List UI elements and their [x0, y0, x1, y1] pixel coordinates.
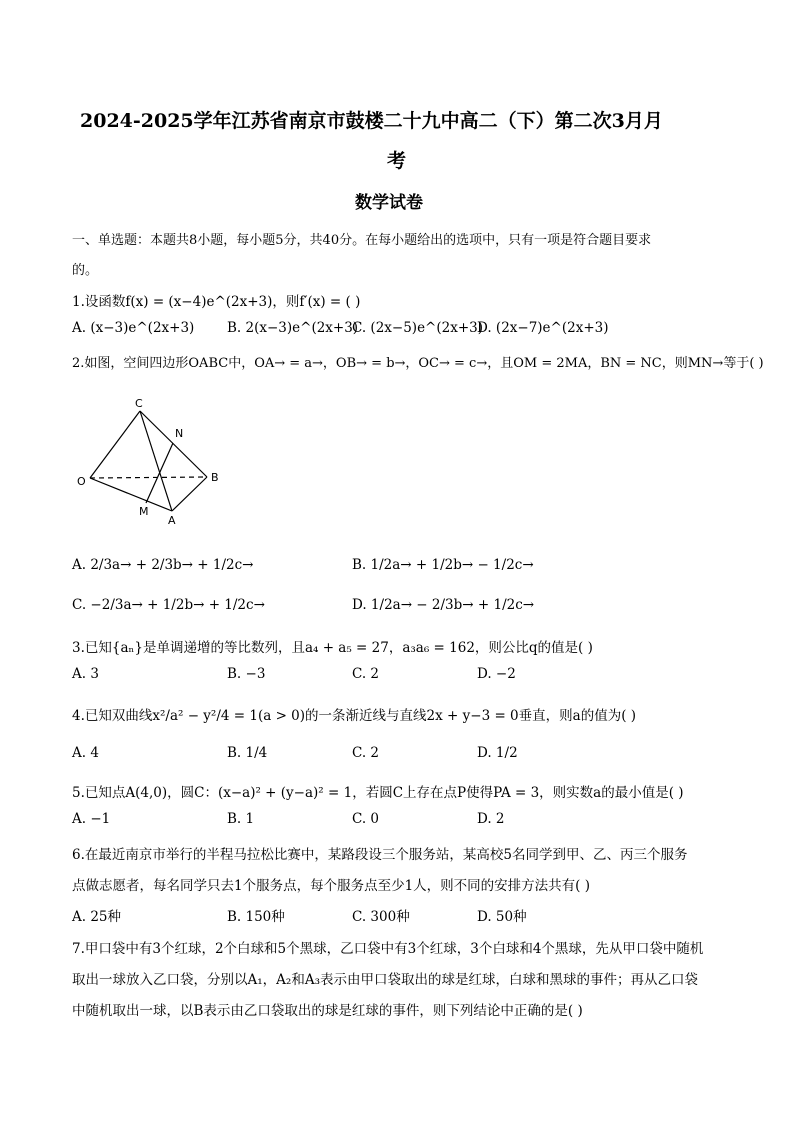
q4-option-a: A. 4	[72, 745, 99, 761]
q3-option-c: C. 2	[352, 666, 380, 682]
page-title-line2: 考	[387, 150, 407, 172]
q1-option-d: D. (2x−7)e^(2x+3)	[477, 320, 609, 336]
q6-stem-line1: 6.在最近南京市举行的半程马拉松比赛中，某路段设三个服务站，某高校5名同学到甲、乙、丙三个服务	[72, 847, 688, 863]
label-c: C	[135, 397, 143, 410]
label-n: N	[175, 427, 184, 440]
q1-option-b: B. 2(x−3)e^(2x+3)	[227, 320, 359, 336]
q7-stem-line3: 中随机取出一球，以B表示由乙口袋取出的球是红球的事件，则下列结论中正确的是( )	[72, 1003, 583, 1019]
q4-stem: 4.已知双曲线x²/a² − y²/4 = 1(a > 0)的一条渐近线与直线2x + y−3 = 0垂直，则a的值为( )	[72, 708, 637, 724]
q4-option-c: C. 2	[352, 745, 380, 761]
q2-stem: 2.如图，空间四边形OABC中，OA→ = a→，OB→ = b→，OC→ = c→，且OM = 2MA，BN = NC，则MN→等于( )	[72, 356, 764, 371]
q6-option-b: B. 150种	[227, 909, 285, 925]
q6-stem-line2: 点做志愿者，每名同学只去1个服务点，每个服务点至少1人，则不同的安排方法共有( )	[72, 878, 591, 894]
q3-option-d: D. −2	[477, 666, 516, 682]
q6-option-c: C. 300种	[352, 909, 410, 925]
q5-option-c: C. 0	[352, 811, 380, 827]
q5-option-b: B. 1	[227, 811, 255, 827]
q3-stem: 3.已知{aₙ}是单调递增的等比数列，且a₄ + a₅ = 27，a₃a₆ = 162，则公比q的值是( )	[72, 640, 593, 656]
q1-option-c: C. (2x−5)e^(2x+3)	[352, 320, 484, 336]
q3-option-b: B. −3	[227, 666, 266, 682]
q5-option-d: D. 2	[477, 811, 505, 827]
label-o: O	[77, 475, 86, 488]
section-heading-line1: 一、单选题：本题共8小题，每小题5分，共40分。在每小题给出的选项中，只有一项是符合题目要求	[72, 233, 652, 248]
q1-stem: 1.设函数f(x) = (x−4)e^(2x+3)，则f′(x) = ( )	[72, 294, 361, 310]
q5-option-a: A. −1	[72, 811, 111, 827]
q6-option-a: A. 25种	[72, 909, 122, 925]
page-title-line1: 2024-2025学年江苏省南京市鼓楼二十九中高二（下）第二次3月月	[80, 110, 663, 132]
edge-oc	[90, 411, 140, 478]
q2-option-c: C. −2/3a→ + 1/2b→ + 1/2c→	[72, 597, 265, 613]
q7-stem-line2: 取出一球放入乙口袋，分别以A₁，A₂和A₃表示由甲口袋取出的球是红球，白球和黑球的事件；再从乙口袋	[72, 972, 698, 988]
label-a: A	[168, 514, 176, 527]
q2-option-a: A. 2/3a→ + 2/3b→ + 1/2c→	[72, 557, 254, 573]
q5-stem: 5.已知点A(4,0)，圆C：(x−a)² + (y−a)² = 1，若圆C上存在点P使得PA = 3，则实数a的最小值是( )	[72, 785, 684, 801]
label-m: M	[139, 505, 149, 518]
q6-option-d: D. 50种	[477, 909, 527, 925]
q3-option-a: A. 3	[72, 666, 99, 682]
q2-option-d: D. 1/2a→ − 2/3b→ + 1/2c→	[352, 597, 535, 613]
segment-mn	[146, 443, 173, 503]
edge-ab	[172, 477, 207, 511]
q4-option-b: B. 1/4	[227, 745, 268, 761]
page-subtitle: 数学试卷	[355, 193, 423, 213]
q7-stem-line1: 7.甲口袋中有3个红球，2个白球和5个黑球，乙口袋中有3个红球，3个白球和4个黑球，先从甲口袋中随机	[72, 941, 704, 957]
label-b: B	[211, 471, 219, 484]
q2-option-b: B. 1/2a→ + 1/2b→ − 1/2c→	[352, 557, 534, 573]
edge-ob-dashed	[90, 477, 207, 478]
edge-oa	[90, 478, 172, 511]
q1-option-a: A. (x−3)e^(2x+3)	[72, 320, 195, 336]
q4-option-d: D. 1/2	[477, 745, 518, 761]
q2-tetrahedron-figure	[72, 393, 232, 533]
section-heading-line2: 的。	[72, 263, 99, 278]
